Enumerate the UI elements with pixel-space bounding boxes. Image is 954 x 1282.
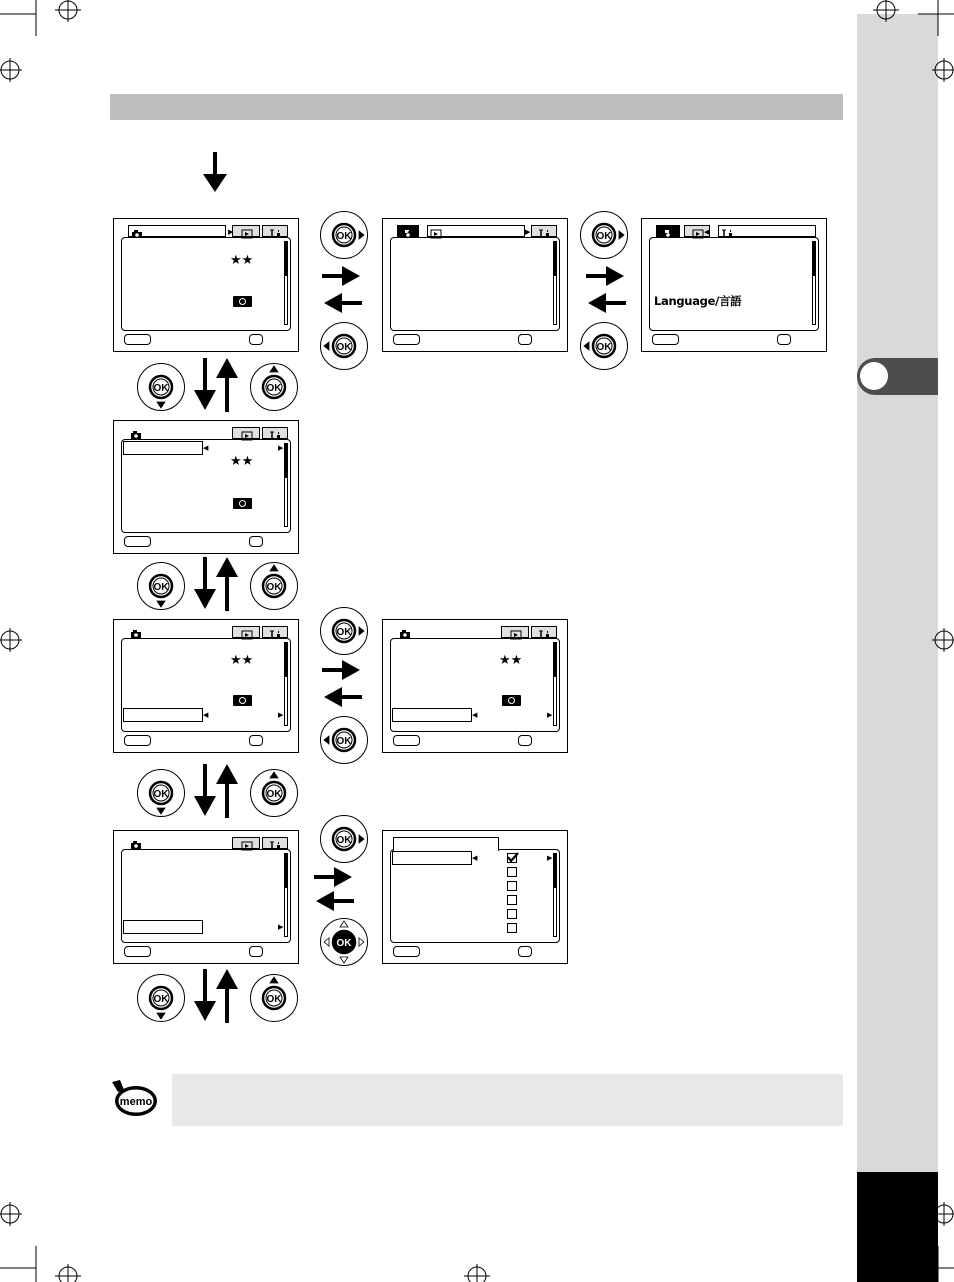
lcd-menu-button-icon [393,735,420,746]
camera-tab-icon [662,229,674,239]
four-way-controller-icon [136,973,186,1023]
four-way-controller-icon [319,210,369,260]
right-arrow-icon [314,866,354,888]
camera-tab-icon [130,629,142,639]
tab-row [128,837,288,849]
ok-label: OK [266,994,282,1005]
camera-lcd-screen [113,218,299,352]
scrollbar-thumb [554,242,556,276]
setup-tab-icon [269,431,283,441]
tab-camera [656,225,680,237]
lcd-menu-area [121,237,291,331]
four-way-controller-icon [319,917,369,967]
tab-setup [531,626,557,638]
camera-lcd-screen [113,619,299,753]
four-way-controller-icon [136,561,186,611]
quality-stars-icon: ★★ [230,653,254,668]
tab-playback [232,626,260,638]
tab-row [128,225,288,237]
lcd-ok-button-icon [518,735,532,746]
ok-label: OK [596,231,612,242]
left-arrow-icon [314,890,354,912]
scrollbar-thumb [285,444,287,478]
chapter-number-circle [860,362,888,390]
left-arrow-icon [322,292,362,314]
arrow-right-icon: ▶ [278,923,284,931]
arrow-left-icon: ◀ [472,854,478,862]
tab-setup-active [718,225,816,237]
tab-row [128,626,288,638]
chapter-sidebar [857,14,938,1282]
scrollbar-thumb [554,643,556,677]
ok-label: OK [336,342,352,353]
arrow-right-icon: ▶ [547,711,553,719]
arrow-left-icon: ◀ [704,228,710,236]
tab-setup [262,225,288,237]
tab-camera-active [128,225,226,237]
left-arrow-icon [586,292,626,314]
camera-lcd-screen [641,218,827,352]
playback-tab-icon [241,431,253,441]
up-down-arrows-icon [192,358,240,412]
four-way-controller-icon [249,362,299,412]
arrow-left-icon: ◀ [407,228,413,236]
four-way-controller-icon [319,715,369,765]
scrollbar-thumb [285,643,287,677]
lcd-menu-button-icon [124,735,151,746]
checkbox [507,867,517,877]
setup-tab-icon [269,630,283,640]
tab-playback-active [427,225,525,237]
lcd-menu-button-icon [124,334,151,345]
setup-tab-icon [538,630,552,640]
arrow-right-icon: ▶ [547,854,553,862]
four-way-controller-icon [319,321,369,371]
tab-playback [232,837,260,849]
checkbox [507,853,517,863]
four-way-controller-icon [136,362,186,412]
lcd-ok-button-icon [249,946,263,957]
up-down-arrows-icon [192,969,240,1023]
menu-selection-box [123,708,203,722]
memo-icon [108,1076,158,1118]
ok-label: OK [336,736,352,747]
tab-row [397,626,557,638]
lcd-menu-button-icon [124,946,151,957]
right-arrow-icon [322,265,362,287]
setup-tab-icon [538,229,552,239]
four-way-controller-icon [249,768,299,818]
ok-label: OK [153,789,169,800]
scrollbar [812,241,816,325]
tab-row [656,225,816,237]
four-way-controller-icon [319,814,369,864]
lcd-menu-button-icon [393,334,420,345]
checkbox [507,909,517,919]
arrow-left-icon: ◀ [472,711,478,719]
tab-setup [531,225,557,237]
metering-icon [233,296,252,307]
scrollbar [284,853,288,937]
playback-tab-icon [692,229,704,239]
lcd-ok-button-icon [518,946,532,957]
camera-lcd-screen [113,420,299,554]
lcd-menu-button-icon [393,946,420,957]
ok-label: OK [336,835,352,846]
camera-tab-icon [130,430,142,440]
arrow-right-icon: ▶ [228,228,234,236]
tab-playback [501,626,529,638]
tab-playback [232,225,260,237]
submenu-tab [393,837,499,851]
camera-tab-icon [131,229,143,239]
tab-playback [232,427,260,439]
scrollbar [553,642,557,726]
ok-label: OK [266,789,282,800]
ok-label: OK [596,342,612,353]
up-down-arrows-icon [192,557,240,611]
camera-lcd-screen [382,218,568,352]
lcd-menu-button-icon [124,536,151,547]
down-arrow-icon [200,152,230,194]
arrow-left-icon: ◀ [203,711,209,719]
tab-row [397,225,557,237]
scrollbar [553,853,557,937]
menu-selection-box [392,851,472,865]
ok-label: OK [266,383,282,394]
playback-tab-icon [241,630,253,640]
four-way-controller-icon [249,561,299,611]
lcd-ok-button-icon [777,334,791,345]
lcd-menu-area [649,237,819,331]
right-arrow-icon [586,265,626,287]
scrollbar-thumb [813,242,815,276]
lcd-ok-button-icon [518,334,532,345]
tab-camera-active [397,626,417,638]
quality-stars-icon: ★★ [230,454,254,469]
arrow-left-icon: ◀ [203,444,209,452]
ok-label: OK [153,994,169,1005]
menu-selection-box [123,441,203,455]
tab-camera-active [128,626,148,638]
playback-tab-icon [241,229,253,239]
quality-stars-icon: ★★ [499,653,523,668]
playback-tab-icon [430,229,442,239]
four-way-controller-icon [579,321,629,371]
language-menu-item: Language/言語 [654,294,742,308]
scrollbar [284,443,288,527]
scrollbar [284,642,288,726]
metering-icon [233,695,252,706]
setup-tab-icon [269,229,283,239]
metering-icon [233,498,252,509]
camera-tab-icon [399,629,411,639]
camera-lcd-screen [382,619,568,753]
ok-label: OK [266,582,282,593]
lcd-menu-area [390,237,560,331]
scrollbar [284,241,288,325]
left-arrow-icon [322,686,362,708]
ok-label: OK [336,938,352,949]
page-number-block [857,1172,938,1282]
lcd-menu-button-icon [652,334,679,345]
checkbox [507,881,517,891]
checkbox [507,895,517,905]
lcd-ok-button-icon [249,536,263,547]
scrollbar-thumb [285,242,287,276]
checkbox [507,923,517,933]
lcd-ok-button-icon [249,735,263,746]
lcd-ok-button-icon [249,334,263,345]
camera-lcd-screen [113,830,299,964]
right-arrow-icon [322,659,362,681]
scrollbar [553,241,557,325]
scrollbar-thumb [554,854,556,888]
ok-label: OK [153,582,169,593]
arrow-right-icon: ▶ [278,711,284,719]
section-header-bar [110,94,843,120]
arrow-right-icon: ▶ [525,228,531,236]
scrollbar-thumb [285,854,287,888]
setup-tab-icon [721,229,735,239]
setup-tab-icon [269,841,283,851]
tab-setup [262,626,288,638]
menu-selection-box [392,708,472,722]
tab-row [397,837,557,849]
four-way-controller-icon [319,606,369,656]
four-way-controller-icon [579,210,629,260]
memo-box [172,1074,843,1126]
four-way-controller-icon [136,768,186,818]
camera-tab-icon [130,840,142,850]
metering-icon [502,695,521,706]
ok-label: OK [336,627,352,638]
svg-text:memo: memo [119,1096,153,1108]
four-way-controller-icon [249,973,299,1023]
tab-camera-active [128,427,148,439]
ok-label: OK [336,231,352,242]
tab-setup [262,427,288,439]
playback-tab-icon [241,841,253,851]
arrow-right-icon: ▶ [278,444,284,452]
ok-label: OK [153,383,169,394]
tab-camera-active [128,837,148,849]
playback-tab-icon [510,630,522,640]
up-down-arrows-icon [192,764,240,818]
camera-lcd-screen [382,830,568,964]
tab-row [128,427,288,439]
menu-selection-box [123,920,203,934]
quality-stars-icon: ★★ [230,253,254,268]
tab-setup [262,837,288,849]
